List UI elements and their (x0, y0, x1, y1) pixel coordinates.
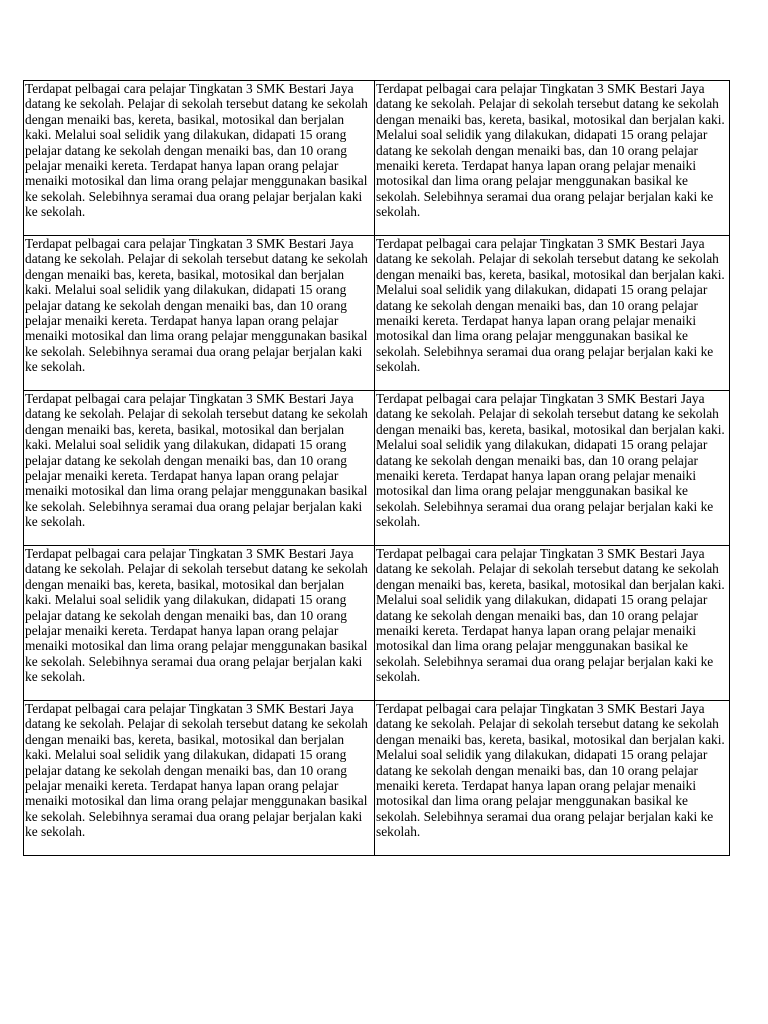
table-row (24, 701, 730, 856)
table-row (24, 81, 730, 236)
table-row (24, 236, 730, 391)
passage-cell-right: Terdapat pelbagai cara pelajar Tingkatan 3 SMK Bestari Jaya datang ke sekolah. Pelajar di sekolah tersebut datang ke sekolah dengan menaiki bas, kereta, basikal, motosikal dan berjalan kaki. Melalui soal selidik yang dilakukan, didapati 15 orang pelajar datang ke sekolah dengan menaiki bas, dan 10 orang pelajar menaiki kereta. Terdapat hanya lapan orang pelajar menaiki motosikal dan lima orang pelajar menggunakan basikal ke sekolah. Selebihnya seramai dua orang pelajar berjalan kaki ke sekolah. (375, 546, 730, 701)
passage-table (23, 80, 730, 856)
passage-cell-left: Terdapat pelbagai cara pelajar Tingkatan 3 SMK Bestari Jaya datang ke sekolah. Pelajar di sekolah tersebut datang ke sekolah dengan menaiki bas, kereta, basikal, motosikal dan berjalan kaki. Melalui soal selidik yang dilakukan, didapati 15 orang pelajar datang ke sekolah dengan menaiki bas, dan 10 orang pelajar menaiki kereta. Terdapat hanya lapan orang pelajar menaiki motosikal dan lima orang pelajar menggunakan basikal ke sekolah. Selebihnya seramai dua orang pelajar berjalan kaki ke sekolah. (24, 391, 375, 546)
passage-cell-right: Terdapat pelbagai cara pelajar Tingkatan 3 SMK Bestari Jaya datang ke sekolah. Pelajar di sekolah tersebut datang ke sekolah dengan menaiki bas, kereta, basikal, motosikal dan berjalan kaki. Melalui soal selidik yang dilakukan, didapati 15 orang pelajar datang ke sekolah dengan menaiki bas, dan 10 orang pelajar menaiki kereta. Terdapat hanya lapan orang pelajar menaiki motosikal dan lima orang pelajar menggunakan basikal ke sekolah. Selebihnya seramai dua orang pelajar berjalan kaki ke sekolah. (375, 391, 730, 546)
passage-cell-right: Terdapat pelbagai cara pelajar Tingkatan 3 SMK Bestari Jaya datang ke sekolah. Pelajar di sekolah tersebut datang ke sekolah dengan menaiki bas, kereta, basikal, motosikal dan berjalan kaki. Melalui soal selidik yang dilakukan, didapati 15 orang pelajar datang ke sekolah dengan menaiki bas, dan 10 orang pelajar menaiki kereta. Terdapat hanya lapan orang pelajar menaiki motosikal dan lima orang pelajar menggunakan basikal ke sekolah. Selebihnya seramai dua orang pelajar berjalan kaki ke sekolah. (375, 81, 730, 236)
passage-cell-left: Terdapat pelbagai cara pelajar Tingkatan 3 SMK Bestari Jaya datang ke sekolah. Pelajar di sekolah tersebut datang ke sekolah dengan menaiki bas, kereta, basikal, motosikal dan berjalan kaki. Melalui soal selidik yang dilakukan, didapati 15 orang pelajar datang ke sekolah dengan menaiki bas, dan 10 orang pelajar menaiki kereta. Terdapat hanya lapan orang pelajar menaiki motosikal dan lima orang pelajar menggunakan basikal ke sekolah. Selebihnya seramai dua orang pelajar berjalan kaki ke sekolah. (24, 81, 375, 236)
passage-cell-right: Terdapat pelbagai cara pelajar Tingkatan 3 SMK Bestari Jaya datang ke sekolah. Pelajar di sekolah tersebut datang ke sekolah dengan menaiki bas, kereta, basikal, motosikal dan berjalan kaki. Melalui soal selidik yang dilakukan, didapati 15 orang pelajar datang ke sekolah dengan menaiki bas, dan 10 orang pelajar menaiki kereta. Terdapat hanya lapan orang pelajar menaiki motosikal dan lima orang pelajar menggunakan basikal ke sekolah. Selebihnya seramai dua orang pelajar berjalan kaki ke sekolah. (375, 701, 730, 856)
passage-cell-right: Terdapat pelbagai cara pelajar Tingkatan 3 SMK Bestari Jaya datang ke sekolah. Pelajar di sekolah tersebut datang ke sekolah dengan menaiki bas, kereta, basikal, motosikal dan berjalan kaki. Melalui soal selidik yang dilakukan, didapati 15 orang pelajar datang ke sekolah dengan menaiki bas, dan 10 orang pelajar menaiki kereta. Terdapat hanya lapan orang pelajar menaiki motosikal dan lima orang pelajar menggunakan basikal ke sekolah. Selebihnya seramai dua orang pelajar berjalan kaki ke sekolah. (375, 236, 730, 391)
table-row (24, 546, 730, 701)
passage-cell-left: Terdapat pelbagai cara pelajar Tingkatan 3 SMK Bestari Jaya datang ke sekolah. Pelajar di sekolah tersebut datang ke sekolah dengan menaiki bas, kereta, basikal, motosikal dan berjalan kaki. Melalui soal selidik yang dilakukan, didapati 15 orang pelajar datang ke sekolah dengan menaiki bas, dan 10 orang pelajar menaiki kereta. Terdapat hanya lapan orang pelajar menaiki motosikal dan lima orang pelajar menggunakan basikal ke sekolah. Selebihnya seramai dua orang pelajar berjalan kaki ke sekolah. (24, 236, 375, 391)
passage-cell-left: Terdapat pelbagai cara pelajar Tingkatan 3 SMK Bestari Jaya datang ke sekolah. Pelajar di sekolah tersebut datang ke sekolah dengan menaiki bas, kereta, basikal, motosikal dan berjalan kaki. Melalui soal selidik yang dilakukan, didapati 15 orang pelajar datang ke sekolah dengan menaiki bas, dan 10 orang pelajar menaiki kereta. Terdapat hanya lapan orang pelajar menaiki motosikal dan lima orang pelajar menggunakan basikal ke sekolah. Selebihnya seramai dua orang pelajar berjalan kaki ke sekolah. (24, 546, 375, 701)
table-row (24, 391, 730, 546)
passage-cell-left: Terdapat pelbagai cara pelajar Tingkatan 3 SMK Bestari Jaya datang ke sekolah. Pelajar di sekolah tersebut datang ke sekolah dengan menaiki bas, kereta, basikal, motosikal dan berjalan kaki. Melalui soal selidik yang dilakukan, didapati 15 orang pelajar datang ke sekolah dengan menaiki bas, dan 10 orang pelajar menaiki kereta. Terdapat hanya lapan orang pelajar menaiki motosikal dan lima orang pelajar menggunakan basikal ke sekolah. Selebihnya seramai dua orang pelajar berjalan kaki ke sekolah. (24, 701, 375, 856)
